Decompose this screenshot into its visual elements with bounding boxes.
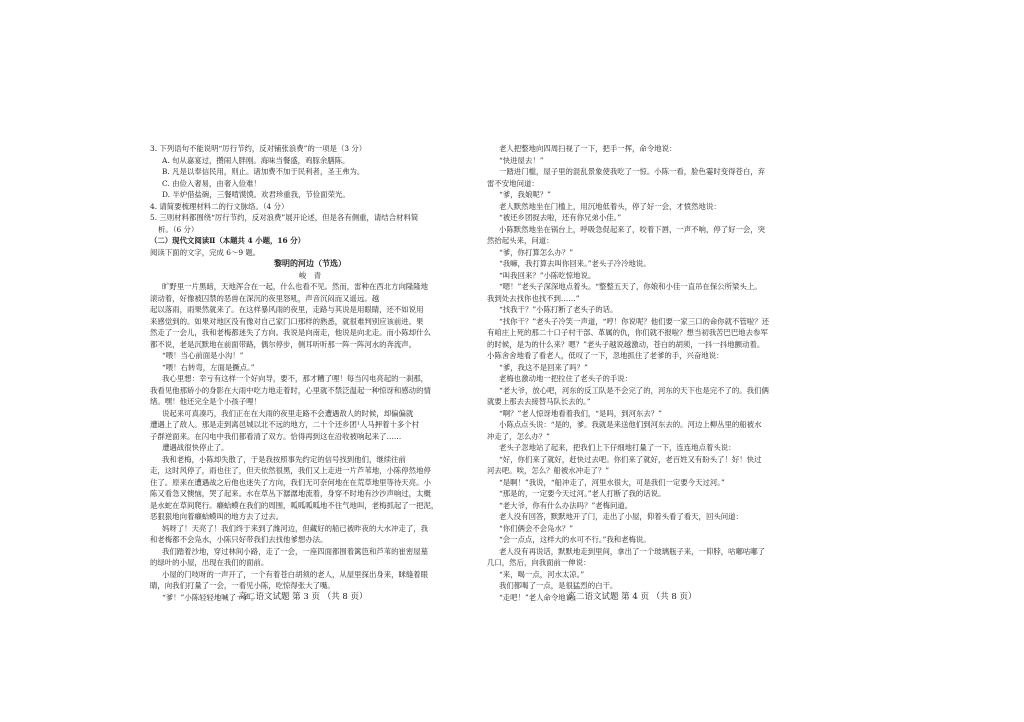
left-text-line: 睛，向我们打量了一会，一看见小陈，吃惊得张大了嘴。 [150,581,335,590]
left-text-line: 阅读下面的文字，完成 6～9 题。 [150,247,261,257]
left-text-line: “喂！右转弯，左面是撅点。” [162,362,255,372]
right-text-line: “老大爷，放心吧，河东的反工队是不会完了的，河东的天下也是完不了的。我们俩 [499,385,769,395]
right-text-line: 老人没有再说话，默默地走到里间，拿出了一个玻璃瓶子来，一仰脖，咕嘟咕嘟了 [499,546,766,556]
right-text-line: 的时候，是为的什么来？嗯？”老头子越说越激动，苍白的胡须，一抖一抖地颤动着。 [487,339,765,349]
right-text-line: “叫我回来？”小陈吃惊地说。 [499,270,596,280]
left-text-line: 妈呀了！天亮了！我们终于来到了潍河边，但藏好的船已被昨夜的大水冲走了，我 [162,523,429,533]
left-text-line: 析。（6 分） [158,224,199,234]
right-text-line: “会一点点，这样大的水可不行。”我和老梅说。 [499,535,651,544]
left-text-line: 来感觉到的。如果对地区没有像对自己家门口那样的熟悉，就很难判别应该前进。果 [150,316,424,326]
right-text-line: 小陈舍舍地看了看老人，低叹了一下，忽地抓住了老爹的手，兴奋地说： [487,351,724,360]
left-text-line: 遭遇上了敌人。那是走到离邑城以北不远的地方，二十个还乡团¹人马押着十多个村 [150,420,420,429]
left-text-line: A. 旬从嘉宴过，攒闹人胖刚。海味当餐盛，鸡豚余膳陈。 [162,155,350,165]
right-text-line: 一踏进门槛，屋子里的混乱景象使我吃了一惊。小陈一看，脸色霎时变得苍白，弃 [499,167,766,176]
left-text-line: 峻 青 [298,270,322,280]
left-text-line: 4. 请简要梳理材料二的行文脉络。（4 分） [150,201,289,211]
right-text-line: “来，喝一点，河水太凉。” [499,569,585,579]
right-text-line: “找你干？”老头子冷笑一声道，“哼！你说呢？他们要一家三口的命你就不管啦？还 [499,316,770,326]
right-text-line: 老人默然地坐在门槛上，用沉地低着头，停了好一会，才愤然地说： [499,201,721,211]
right-text-line: “快进屋去！” [499,155,544,165]
right-text-line: 就要上那去去接替马队长去的。” [487,397,591,406]
left-text-line: 都不说，老是沉默地在前面带路，偶尔停步，侧耳听听那一阵一阵河水的奔流声。 [150,339,417,349]
left-text-column [150,143,470,603]
left-text-line: 和老梅都不会凫水，小陈只好带我们去找他爹想办法。 [150,535,328,544]
left-text-line: “爹！”小陈轻轻地喊了一声。 [162,592,259,602]
right-text-line: “爹，我这不是回来了吗？” [499,362,588,372]
left-text-line: 起以落雨，雨果然就来了。在这样暴风雨的夜里，走路与其说是用眼睛，还不如说用 [150,305,424,314]
left-text-line: 住了。原来在遭遇战之后他也迷失了方向，我们无可奈何地在在荒草地里等待天亮。小 [150,477,431,487]
left-text-line: 恶狠狠地向着癞蛤蟆叫的地方去了过去。 [150,512,284,521]
left-text-line: 我们踏着沙地，穿过林间小路，走了一会，一座四面都围着篱笆和芦苇的崔密屋墓 [162,546,429,556]
left-text-line: 我心里想：幸亏有这样一个好向导，要不，那才糟了哩！每当闪电亮起的一刹那， [162,374,429,383]
left-text-line: 黎明的河边（节选） [274,258,346,268]
page-footer-right: 高二语文试题 第 4 页 （共 8 页） [567,592,697,602]
left-text-line: “喂！当心前面是小沟！” [162,351,244,360]
left-text-line: C. 由俭入奢易，由奢入俭难！ [162,178,261,188]
left-text-line: 子群逆面来。在闪电中我们都看清了双方。恰得再到这在沿收被响起来了…… [150,431,402,441]
right-text-line: 几口，然后，向我面前一伸说： [487,558,591,567]
right-text-line: 老人把整地向四周扫视了一下，把手一挥，命令地说： [499,144,677,153]
right-text-column [487,143,807,603]
left-text-line: 5. 三则材料都围绕“厉行节约，反对浪费”展开论述，但是各有侧重，请结合材料简 [150,213,419,222]
left-text-line: 是水蛇在草间爬行。癞蛤蟆在我们的周围，呱呱呱呱地不住气地叫，老梅抓起了一把泥， [150,500,439,510]
left-text-line: D. 半炉借盐碗，三餐啃馍馍。欢君珍重我，节俭面荣光。 [162,190,350,199]
right-text-line: “是啊！”我说，“船冲走了，河里水很大，可是我们一定要今天过河。” [499,477,725,487]
left-text-line: 陈又看急又懊恼，哭了起来。水在草丛下潺潺地流着，身穿不时地有沙沙声响过，太概 [150,489,431,498]
right-text-line: “我嘛，我打算去叫你回来。”老头子冷冷地说。 [499,259,651,268]
right-text-line: “老大爷，你有什么办法吗？”老梅问道。 [499,500,633,510]
right-text-line: “你们俩会不会凫水？” [499,523,574,533]
right-text-line: “那是的，一定要今天过河。”老人打断了我的话说。 [499,489,666,498]
right-text-line: “找我干？”小陈打断了老头子的话。 [499,305,618,314]
left-text-line: B. 凡是以奉信民用，则止。诸加费不加于民利者，圣王弗为。 [162,167,365,176]
right-text-line: 河去吧。唉，怎么？船被水冲走了？” [487,466,610,475]
left-text-line: 小屋的门吱呀的一声开了，一个有着苍白胡须的老人，从屋里探出身来，眯缝着眼 [162,569,429,579]
left-text-line: 3. 下列语句不能说明“厉行节约，反对铺张浪费”的一项是（3 分） [150,144,367,153]
left-text-line: 遭遇战很快停止了。 [162,443,229,452]
left-text-line: 的绿叶的小屋，出现在我们的面前。 [150,558,269,567]
left-text-line: 然走了一会儿，我和老梅都迷失了方向。我说是向南走，他说是向北走。而小陈却什么 [150,328,431,337]
right-text-line: “爹，你打算怎么办？” [499,247,574,257]
right-text-line: 我们都喝了一点，是很猛烈的白干。 [499,581,618,590]
left-text-line: 旷野里一片黑暗，天地浑合在一起，什么也看不见。然而，雷种在西北方向隆隆地 [162,282,429,291]
left-text-line: 滚动着，好像被囚禁的恶兽在深沉的夜里怒吼，声音沉闷而又遥远。越 [150,293,380,303]
left-text-line: 走，这时风停了，雨也住了，但天依然很黑，我们又上走进一片芦苇地，小陈停然地停 [150,466,431,475]
right-text-line: 有咱庄上死的那二十口子村干部、革属的仇，你们就不报啦？想当初我苦巴巴地去参军 [487,328,768,337]
left-text-line: 说起来可真凑巧，我们正在在大雨的夜里走路不会遭遇敌人的时候，却偏偏就 [162,408,414,418]
right-text-line: “爹，我娘呢？” [499,190,551,199]
right-text-line: 老梅也激动地一把拉住了老头子的手说： [499,374,633,383]
right-text-line: “啊？”老人惊讶地看着我们，“是吗，到河东去？” [499,408,662,418]
right-text-line: “好，你们来了就好，赶快过去吧。你们来了就好，老百姓又有盼头了！好！快过 [499,454,762,464]
right-text-line: 冲走了，怎么办？” [487,431,550,441]
exam-page-4 [487,0,1024,722]
right-text-line: “被还乡团捉去啦，还有你兄弟小佳。” [499,213,622,222]
right-text-line: 老头子忽地站了起来，把我们上下仔细地打量了一下，连连地点着头说： [499,443,736,452]
right-text-line: 小陈点点头说：“是的，爹。我就是来送他们到河东去的。河边上柳丛里的船被水 [499,420,762,429]
right-text-line: 雷不安地问道： [487,178,539,188]
left-text-line: 绪。嘿！他还完全是个小孩子哩！ [150,397,261,406]
right-text-line: 老人没有回答，默默地开了门，走出了小屋，仰着头看了看天，回头问道： [499,512,743,521]
right-text-line: 小陈默然地坐在锅台上，呼吸急促起来了，咬着下唇，一声不响，停了好一会，突 [499,224,766,234]
right-text-line: 我到处去找你也找不到……” [487,293,580,303]
right-text-line: “嗯！”老头子深深地点着头。“整整五天了，你娘和小佳一直吊在保公所梁头上。 [499,282,762,291]
left-text-line: 我和老梅，小陈却失散了，于是我按照事先约定的信号找到他们，继续往前 [162,454,406,464]
left-text-line: 我看见他那矫小的身影在大雨中吃力地走着时，心里就不禁泛温起一种惊讶和感动的情 [150,385,431,395]
left-text-line: （二）现代文阅读Ⅱ（本题共 4 小题，16 分） [150,236,306,245]
right-text-line: 然抬起头来，问道： [487,236,554,245]
right-text-line: “走吧！”老人命令地说。 [499,592,581,602]
page-footer-left: 高二语文试题 第 3 页 （共 8 页） [238,592,368,602]
